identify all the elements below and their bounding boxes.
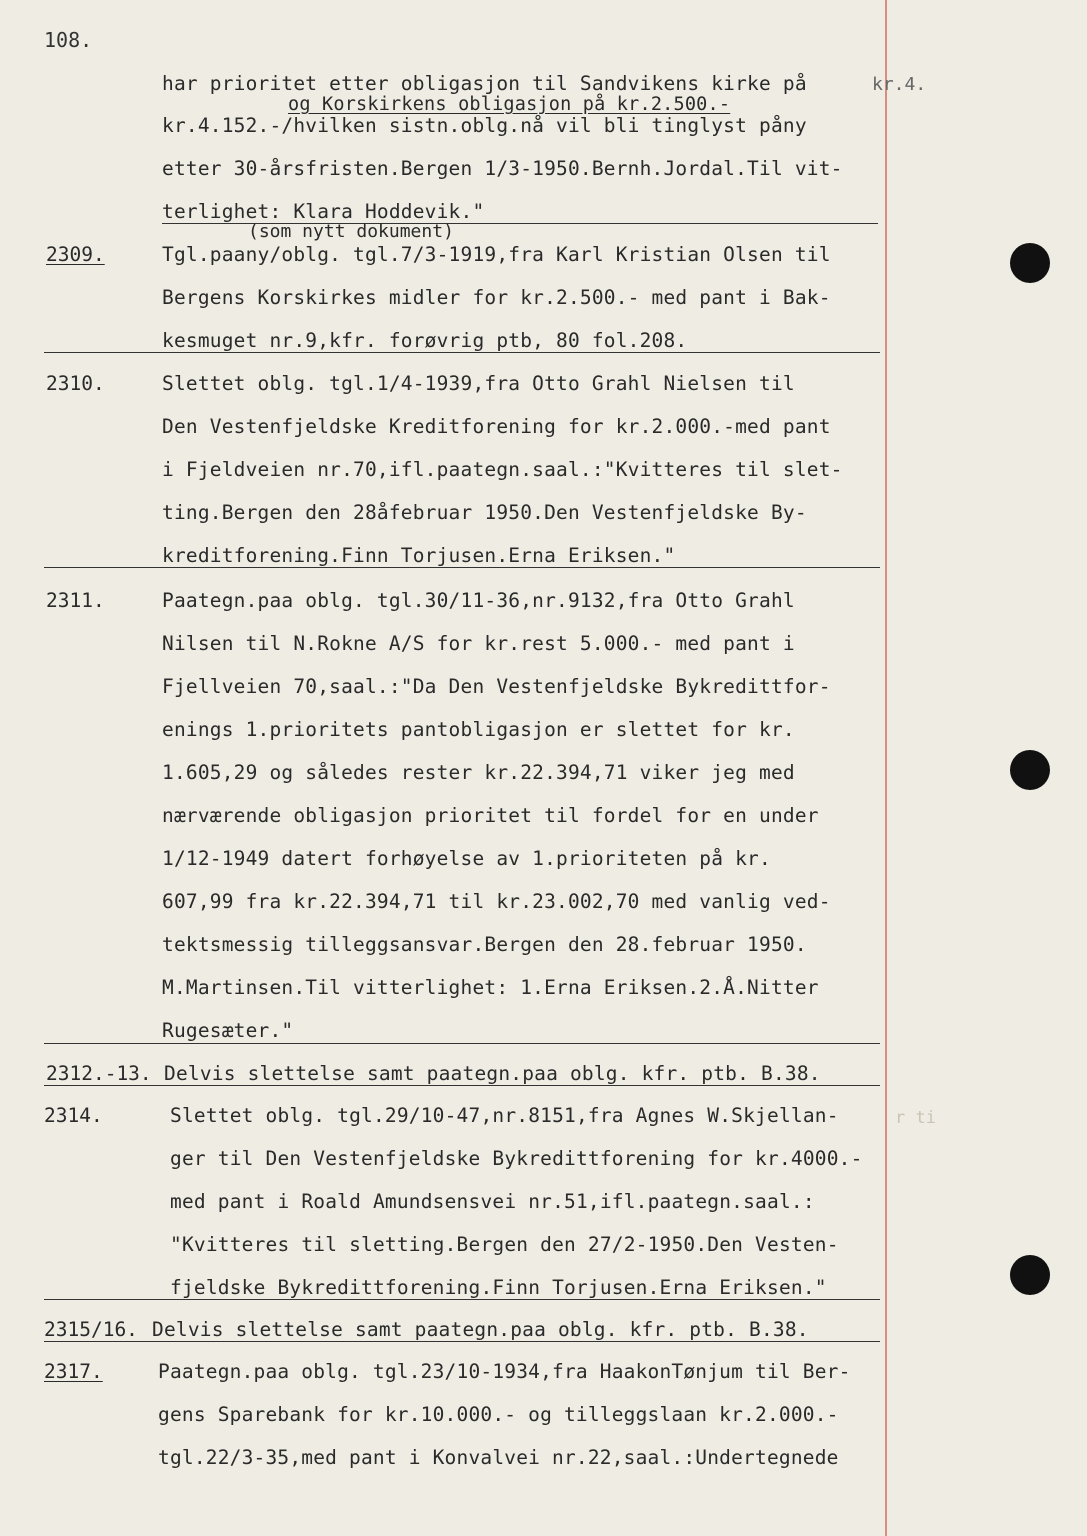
entry-line: Bergens Korskirkes midler for kr.2.500.- med pant i Bak- bbox=[162, 286, 831, 309]
faint-continuation: r ti bbox=[895, 1108, 936, 1128]
entry-number: 2314. bbox=[44, 1104, 103, 1127]
entry-line: ting.Bergen den 28åfebruar 1950.Den Vestenfjeldske By- bbox=[162, 501, 807, 524]
entry-line: tektsmessig tilleggsansvar.Bergen den 28.februar 1950. bbox=[162, 933, 807, 956]
entry-number: 2311. bbox=[46, 589, 105, 612]
punch-hole bbox=[1010, 1255, 1050, 1295]
section-rule bbox=[44, 1085, 880, 1086]
header-insert-line: og Korskirkens obligasjon på kr.2.500.- bbox=[288, 94, 731, 115]
entry-line: Slettet oblg. tgl.29/10-47,nr.8151,fra Agnes W.Skjellan- bbox=[170, 1104, 839, 1127]
entry-line: enings 1.prioritets pantobligasjon er slettet for kr. bbox=[162, 718, 795, 741]
section-rule bbox=[44, 1341, 880, 1342]
entry-line: Nilsen til N.Rokne A/S for kr.rest 5.000.- med pant i bbox=[162, 632, 795, 655]
section-rule bbox=[44, 352, 880, 353]
margin-note: kr.4. bbox=[872, 74, 927, 95]
entry-line: Paategn.paa oblg. tgl.30/11-36,nr.9132,fra Otto Grahl bbox=[162, 589, 795, 612]
entry-insert: (som nytt dokument) bbox=[248, 221, 454, 242]
entry-line: 1.605,29 og således rester kr.22.394,71 viker jeg med bbox=[162, 761, 795, 784]
entry-line: Den Vestenfjeldske Kreditforening for kr.2.000.-med pant bbox=[162, 415, 831, 438]
entry-line: Rugesæter." bbox=[162, 1019, 294, 1042]
section-rule bbox=[44, 1043, 880, 1044]
entry-line: fjeldske Bykredittforening.Finn Torjusen.Erna Eriksen." bbox=[170, 1276, 827, 1299]
entry-line: med pant i Roald Amundsensvei nr.51,ifl.paategn.saal.: bbox=[170, 1190, 815, 1213]
entry-line: i Fjeldveien nr.70,ifl.paategn.saal.:"Kvitteres til slet- bbox=[162, 458, 843, 481]
entry-line: ger til Den Vestenfjeldske Bykredittforening for kr.4000.- bbox=[170, 1147, 863, 1170]
entry-line: Fjellveien 70,saal.:"Da Den Vestenfjeldske Bykredittfor- bbox=[162, 675, 831, 698]
entry-number: 2312.-13. bbox=[46, 1062, 152, 1085]
entry-line: gens Sparebank for kr.10.000.- og tilleggslaan kr.2.000.- bbox=[158, 1403, 839, 1426]
entry-line: Delvis slettelse samt paategn.paa oblg. kfr. ptb. B.38. bbox=[152, 1318, 809, 1341]
entry-line: 1/12-1949 datert forhøyelse av 1.prioriteten på kr. bbox=[162, 847, 771, 870]
entry-line: tgl.22/3-35,med pant i Konvalvei nr.22,saal.:Undertegnede bbox=[158, 1446, 839, 1469]
page-number: 108. bbox=[44, 28, 93, 52]
section-rule bbox=[44, 567, 880, 568]
entry-line: Tgl.paany/oblg. tgl.7/3-1919,fra Karl Kristian Olsen til bbox=[162, 243, 831, 266]
entry-number: 2309. bbox=[46, 243, 105, 266]
entry-line: nærværende obligasjon prioritet til fordel for en under bbox=[162, 804, 819, 827]
punch-hole bbox=[1010, 243, 1050, 283]
entry-line: kreditforening.Finn Torjusen.Erna Eriksen." bbox=[162, 544, 676, 567]
entry-line: Delvis slettelse samt paategn.paa oblg. kfr. ptb. B.38. bbox=[164, 1062, 821, 1085]
section-rule bbox=[44, 1299, 880, 1300]
entry-number: 2315/16. bbox=[44, 1318, 138, 1341]
entry-line: Paategn.paa oblg. tgl.23/10-1934,fra HaakonTønjum til Ber- bbox=[158, 1360, 851, 1383]
margin-line bbox=[885, 0, 887, 1536]
header-line: har prioritet etter obligasjon til Sandvikens kirke på bbox=[162, 72, 807, 95]
header-line: kr.4.152.-/hvilken sistn.oblg.nå vil bli tinglyst påny bbox=[162, 114, 807, 137]
punch-hole bbox=[1010, 750, 1050, 790]
header-line: etter 30-årsfristen.Bergen 1/3-1950.Bernh.Jordal.Til vit- bbox=[162, 157, 843, 180]
entry-number: 2317. bbox=[44, 1360, 103, 1383]
header-line: terlighet: Klara Hoddevik." bbox=[162, 200, 485, 223]
entry-number: 2310. bbox=[46, 372, 105, 395]
entry-line: 607,99 fra kr.22.394,71 til kr.23.002,70 med vanlig ved- bbox=[162, 890, 831, 913]
entry-line: Slettet oblg. tgl.1/4-1939,fra Otto Grahl Nielsen til bbox=[162, 372, 795, 395]
entry-line: M.Martinsen.Til vitterlighet: 1.Erna Eriksen.2.Å.Nitter bbox=[162, 976, 819, 999]
entry-line: kesmuget nr.9,kfr. forøvrig ptb, 80 fol.208. bbox=[162, 329, 688, 352]
entry-line: "Kvitteres til sletting.Bergen den 27/2-1950.Den Vesten- bbox=[170, 1233, 839, 1256]
